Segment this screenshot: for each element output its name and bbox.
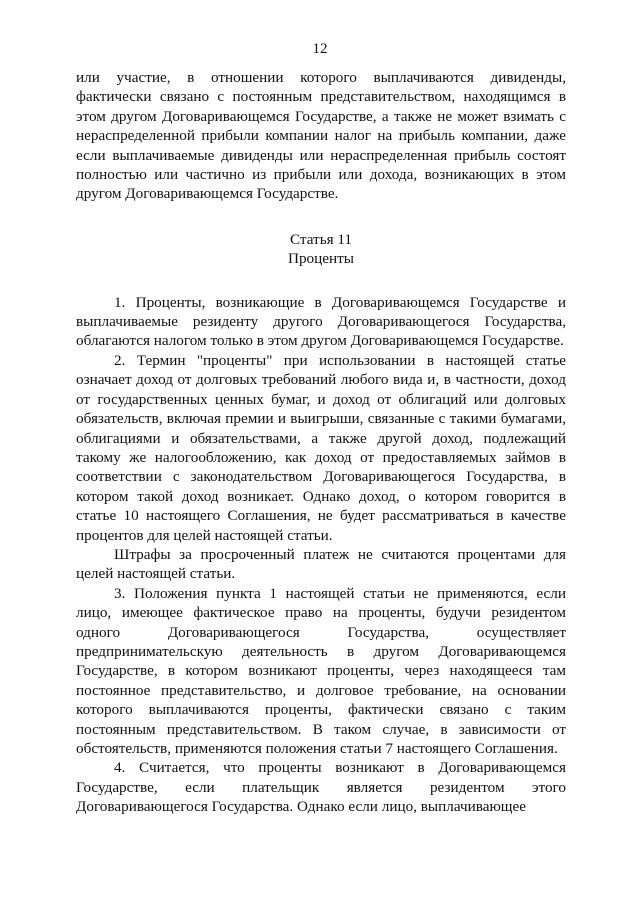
document-body xyxy=(76,68,566,817)
paragraph-3: 3. Положения пункта 1 настоящей статьи не применяются, если лицо, имеющее фактическое право на проценты, будучи резидентом одного Договаривающегося Государства, осуществляет предпринимательскую деятельность в другом Договаривающемся Государстве, в котором возникают проценты, через находящееся там постоянное представительство, и долговое требование, на основании которого выплачиваются проценты, фактически связано с таким постоянным представительством. В таком случае, в зависимости от обстоятельств, применяются положения статьи 7 настоящего Соглашения. xyxy=(76,584,566,757)
article-heading xyxy=(76,230,566,269)
paragraph-fines: Штрафы за просроченный платеж не считаются процентами для целей настоящей статьи. xyxy=(76,545,566,583)
heading-spacer xyxy=(76,269,566,293)
paragraph-1: 1. Проценты, возникающие в Договаривающемся Государстве и выплачиваемые резиденту другого Договаривающегося Государства, облагаются налогом только в этом другом Договаривающемся Государстве. xyxy=(76,293,566,350)
page-number: 12 xyxy=(312,41,328,57)
intro-paragraph: или участие, в отношении которого выплачиваются дивиденды, фактически связано с постоянным представительством, находящимся в этом другом Договаривающемся Государстве, а также не может взимать с нераспределенной прибыли компании налог на прибыль компании, даже если выплачиваемые дивиденды или нераспределенная прибыль состоят полностью или частично из прибыли или дохода, возникающих в этом другом Договаривающемся Государстве. xyxy=(76,69,566,203)
paragraph-2: 2. Термин "проценты" при использовании в настоящей статье означает доход от долговых требований любого вида и, в частности, доход от государственных ценных бумаг, и доход от облигаций или долговых обязательств, включая премии и выигрыши, связанные с такими бумагами, облигациями и обязательствами, а также другой доход, подлежащий такому же налогообложению, как доход от предоставляемых займов в соответствии с законодательством Договаривающегося Государства, в котором такой доход возникает. Однако доход, о котором говорится в статье 10 настоящего Соглашения, не будет рассматриваться в качестве процентов для целей настоящей статьи. xyxy=(76,351,566,544)
article-number: Статья 11 xyxy=(289,230,353,248)
paragraph-4: 4. Считается, что проценты возникают в Договаривающемся Государстве, если плательщик является резидентом этого Договаривающегося Государства. Однако если лицо, выплачивающее xyxy=(76,759,566,816)
article-title: Проценты xyxy=(288,250,354,268)
